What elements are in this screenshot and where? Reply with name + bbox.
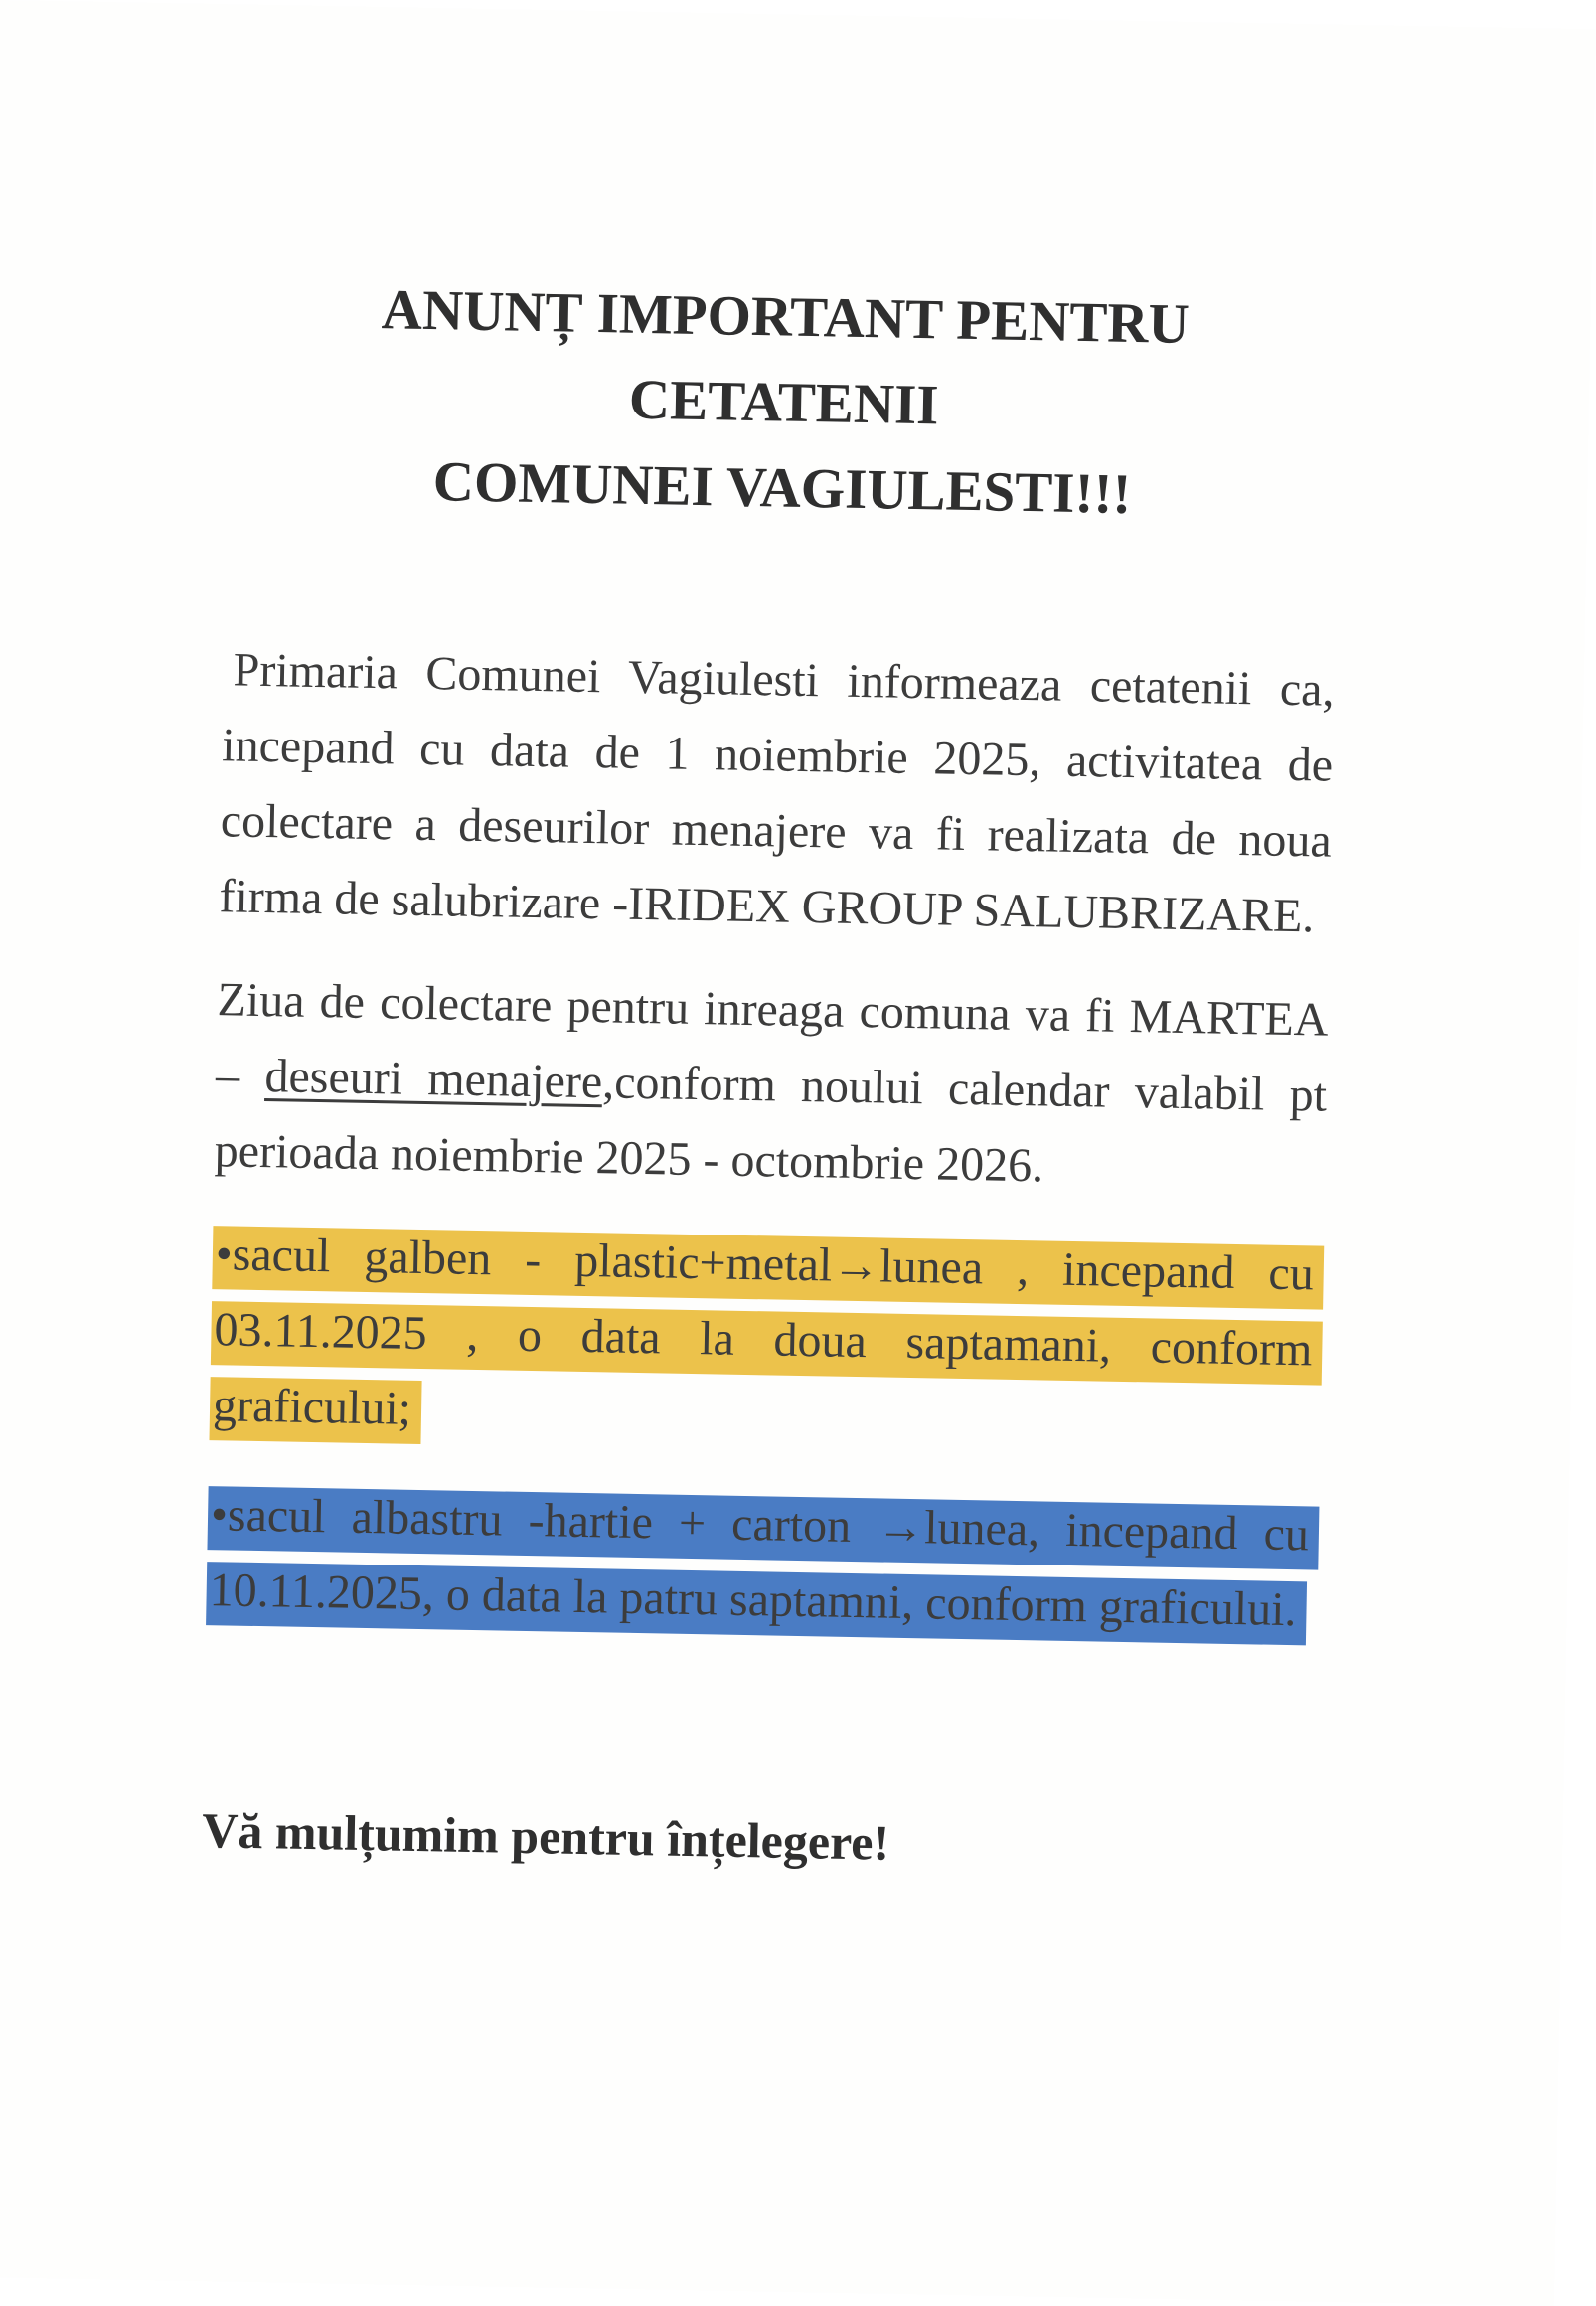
title-line-2: COMUNEI VAGIULESTI!!! xyxy=(432,450,1132,526)
yellow-highlight xyxy=(209,1226,1324,1444)
schedule-text-after: ,conform noului calendar valabil pt perioada noiembrie 2025 - octombrie 2026. xyxy=(214,1056,1328,1193)
paragraph-intro xyxy=(219,632,1335,954)
bullet-marker-blue: • xyxy=(210,1488,229,1542)
document-content xyxy=(202,4,1347,1885)
paragraph-intro-text: Primaria Comunei Vagiulesti informeaza cetatenii ca, incepand cu data de 1 noiembrie 2025, activitatea de colectare a deseurilor menajere va fi realizata de noua firma de salubrizare -IRIDEX GROUP SALUBRIZARE. xyxy=(219,643,1335,943)
blue-highlight xyxy=(206,1486,1319,1645)
title-line-1: ANUNȚ IMPORTANT PENTRU CETATENII xyxy=(381,278,1191,437)
underlined-phrase: deseuri menajere xyxy=(264,1050,603,1109)
paragraph-collection-day xyxy=(214,962,1329,1209)
blue-bag-text: sacul albastru -hartie + carton →lunea, incepand cu 10.11.2025, o data la patru saptamni, conform graficului. xyxy=(209,1488,1310,1637)
bullet-marker-yellow: • xyxy=(215,1228,234,1281)
closing-note: Vă mulțumim pentru înțelegere! xyxy=(201,1802,890,1871)
document-title xyxy=(226,264,1342,541)
schedule-text-before: Ziua de colectare pentru inreaga comuna va fi MARTEA – xyxy=(215,973,1329,1103)
bullet-item-yellow-bag xyxy=(209,1217,1324,1463)
bullet-item-blue-bag xyxy=(206,1477,1320,1648)
yellow-bag-text: sacul galben - plastic+metal→lunea , incepand cu 03.11.2025 , o data la doua saptamani, conform graficului; xyxy=(212,1228,1315,1435)
